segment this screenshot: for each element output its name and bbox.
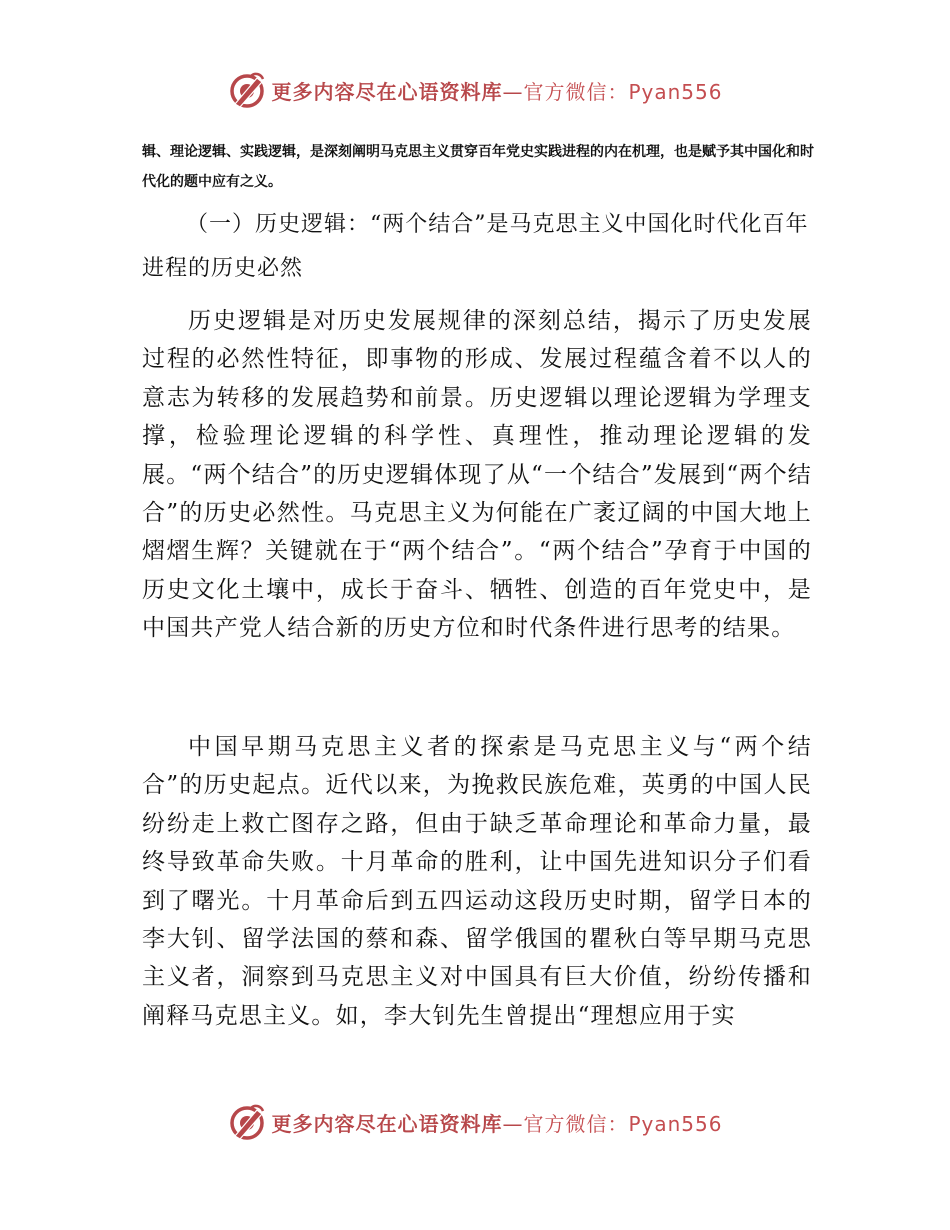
banner-wechat: 官方微信：Pyan556 xyxy=(523,1111,723,1136)
section-heading: （一）历史逻辑：“两个结合”是马克思主义中国化时代化百年进程的历史必然 xyxy=(142,212,809,281)
lead-text: 辑、理论逻辑、实践逻辑，是深刻阐明马克思主义贯穿百年党史实践进程的内在机理，也是赋予其中国化和时代化的题中应有之义。 xyxy=(142,144,814,190)
banner-text xyxy=(271,1108,722,1137)
footer-banner xyxy=(0,1100,950,1144)
banner-brand: 更多内容尽在心语资料库 xyxy=(271,79,503,104)
body-paragraph-1: 历史逻辑是对历史发展规律的深刻总结，揭示了历史发展过程的必然性特征，即事物的形成、发展过程蕴含着不以人的意志为转移的发展趋势和前景。历史逻辑以理论逻辑为学理支撑，检验理论逻辑的科学性、真理性，推动理论逻辑的发展。“两个结合”的历史逻辑体现了从“一个结合”发展到“两个结合”的历史必然性。马克思主义为何能在广袤辽阔的中国大地上熠熠生辉？关键就在于“两个结合”。“两个结合”孕育于中国的历史文化土壤中，成长于奋斗、牺牲、创造的百年党史中，是中国共产党人结合新的历史方位和时代条件进行思考的结果。 xyxy=(142,308,812,642)
banner-text xyxy=(271,76,722,105)
banner-separator: — xyxy=(502,1111,524,1136)
body-paragraph-2: 中国早期马克思主义者的探索是马克思主义与“两个结合”的历史起点。近代以来，为挽救民族危难，英勇的中国人民纷纷走上救亡图存之路，但由于缺乏革命理论和革命力量，最终导致革命失败。十月革命的胜利，让中国先进知识分子们看到了曙光。十月革命后到五四运动这段历史时期，留学日本的李大钊、留学法国的蔡和森、留学俄国的瞿秋白等早期马克思主义者，洞察到马克思主义对中国具有巨大价值，纷纷传播和阐释马克思主义。如，李大钊先生曾提出“理想应用于实 xyxy=(142,734,812,1029)
header-banner xyxy=(0,68,950,112)
banner-brand: 更多内容尽在心语资料库 xyxy=(271,1111,503,1136)
banner-separator: — xyxy=(502,79,524,104)
pen-seal-logo-icon xyxy=(227,70,267,110)
banner-wechat: 官方微信：Pyan556 xyxy=(523,79,723,104)
pen-seal-logo-icon xyxy=(227,1102,267,1142)
